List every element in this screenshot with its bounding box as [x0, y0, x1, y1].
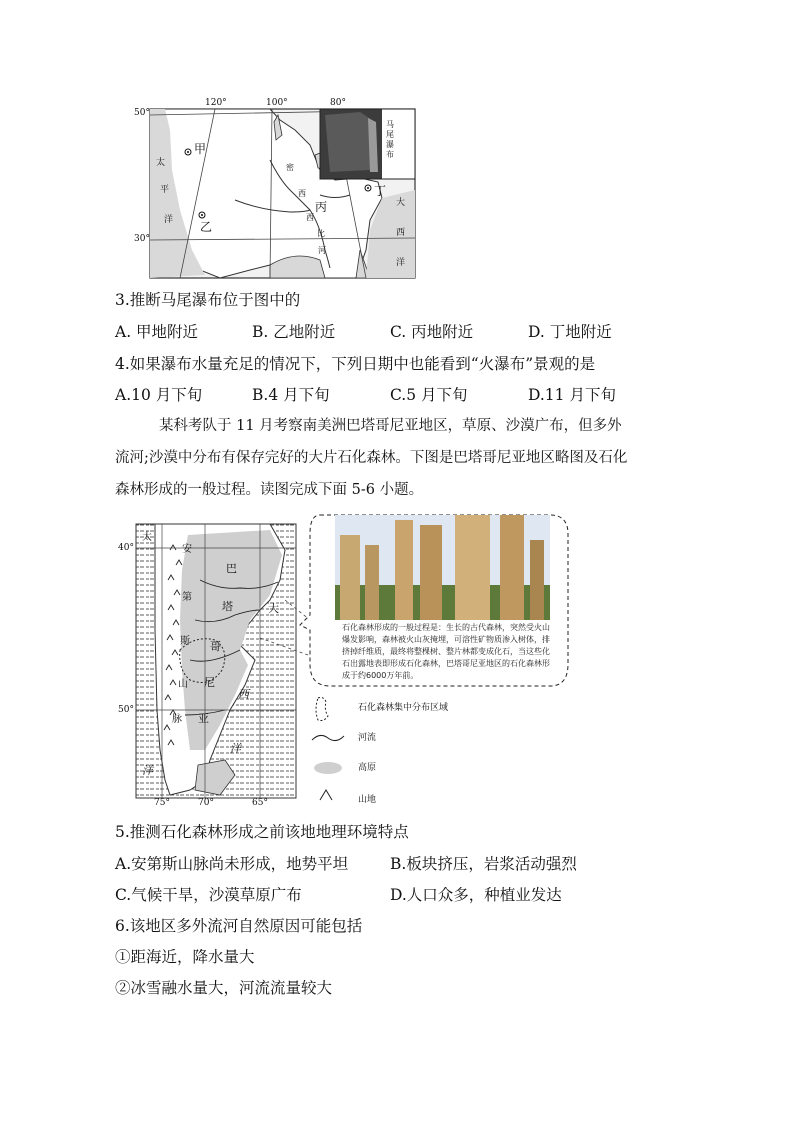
- q6-item-1: ①距海近，降水量大: [115, 948, 255, 966]
- place-tai: 太: [156, 158, 166, 168]
- map1-lat-50: 50°: [134, 108, 150, 118]
- place-xi: 西: [298, 189, 306, 198]
- place-jia: 甲: [194, 142, 207, 156]
- place-bi: 比: [317, 229, 325, 238]
- place-shan: 山: [178, 679, 188, 690]
- map2-lon-75: 75°: [154, 798, 170, 808]
- q4-option-a: A.10 月下旬: [115, 386, 203, 404]
- q5-option-b: B.板块挤压，岩浆活动强烈: [390, 855, 577, 873]
- q3-option-d: D. 丁地附近: [528, 323, 612, 341]
- place-bing: 丙: [315, 200, 328, 214]
- place-da: 大: [268, 602, 279, 615]
- place-an: 安: [182, 544, 192, 555]
- map2-lon-70: 70°: [198, 798, 214, 808]
- legend: [310, 696, 510, 806]
- passage-line-1: 某科考队于 11 月考察南美洲巴塔哥尼亚地区，草原、沙漠广布，但多外: [159, 418, 622, 434]
- place-he: 河: [318, 246, 326, 255]
- place-tai: 太: [142, 532, 152, 543]
- north-america-map: [120, 100, 420, 285]
- place-di: 第: [182, 592, 192, 603]
- legend-forest: 石化森林集中分布区域: [358, 703, 449, 713]
- place-ta: 塔: [222, 600, 233, 613]
- place-xi: 西: [238, 688, 249, 701]
- passage-line-2: 流河;沙漠中分布有保存完好的大片石化森林。下图是巴塔哥尼亚地区略图及石化: [115, 450, 628, 466]
- place-yi: 乙: [200, 220, 213, 234]
- q3-stem: 3.推断马尾瀑布位于图中的: [115, 291, 301, 309]
- q3-option-a: A. 甲地附近: [115, 323, 199, 341]
- patagonia-map: [110, 510, 580, 810]
- map2-lon-65: 65°: [252, 798, 268, 808]
- passage: [115, 410, 690, 506]
- place-xi3: 西: [396, 228, 406, 238]
- place-ge: 哥: [210, 640, 221, 653]
- inset-label: 马尾瀑布: [386, 120, 394, 159]
- passage-line-3: 森林形成的一般过程。读图完成下面 5-6 小题。: [115, 482, 424, 498]
- q4-option-c: C.5 月下旬: [390, 386, 468, 404]
- map2-lat-40: 40°: [118, 543, 134, 553]
- map1-lon-100: 100°: [266, 98, 288, 108]
- place-mi: 密: [286, 163, 294, 172]
- place-ding: 丁: [374, 184, 387, 198]
- place-ni: 尼: [204, 676, 215, 689]
- place-yang2: 洋: [396, 258, 406, 268]
- q5-option-c: C.气候干旱，沙漠草原广布: [115, 886, 302, 904]
- forest-caption: 石化森林形成的一般过程是：生长的古代森林，突然受火山爆发影响，森林被火山灰掩埋，可溶性矿物质渗入树体，排挤掉纤维质，最终将整棵树、整片林都变成化石，当这些化石出露地表即形成石化森林，巴塔哥尼亚地区的石化森林形成于约6000万年前。: [342, 623, 550, 680]
- map2-lat-50: 50°: [118, 705, 134, 715]
- place-yang: 洋: [230, 742, 241, 755]
- q5-option-a: A.安第斯山脉尚未形成，地势平坦: [115, 855, 349, 873]
- q4-stem: 4.如果瀑布水量充足的情况下，下列日期中也能看到“火瀑布”景观的是: [115, 355, 596, 373]
- legend-river: 河流: [358, 733, 377, 743]
- q3-option-b: B. 乙地附近: [252, 323, 336, 341]
- place-xi2: 西: [306, 213, 314, 222]
- map1-lat-30: 30°: [134, 234, 150, 244]
- q4-option-d: D.11 月下旬: [528, 386, 616, 404]
- q4-option-b: B.4 月下旬: [252, 386, 330, 404]
- place-da: 大: [396, 198, 406, 208]
- place-ping: 平: [160, 185, 170, 195]
- place-si: 斯: [180, 636, 190, 647]
- q3-option-c: C. 丙地附近: [390, 323, 474, 341]
- place-ya: 亚: [198, 712, 209, 725]
- q6-item-2: ②冰雪融水量大，河流流量较大: [115, 979, 333, 997]
- q5-option-d: D.人口众多，种植业发达: [390, 886, 562, 904]
- place-yang: 洋: [164, 215, 174, 225]
- q6-stem: 6.该地区多外流河自然原因可能包括: [115, 917, 363, 935]
- map1-lon-80: 80°: [330, 98, 346, 108]
- place-yang2: 洋: [142, 764, 153, 777]
- legend-plateau: 高原: [358, 763, 377, 773]
- place-ba: 巴: [226, 562, 237, 575]
- legend-mountain: 山地: [358, 795, 377, 805]
- map1-lon-120: 120°: [205, 98, 227, 108]
- q5-stem: 5.推测石化森林形成之前该地地理环境特点: [115, 823, 409, 841]
- place-mai: 脉: [172, 714, 182, 725]
